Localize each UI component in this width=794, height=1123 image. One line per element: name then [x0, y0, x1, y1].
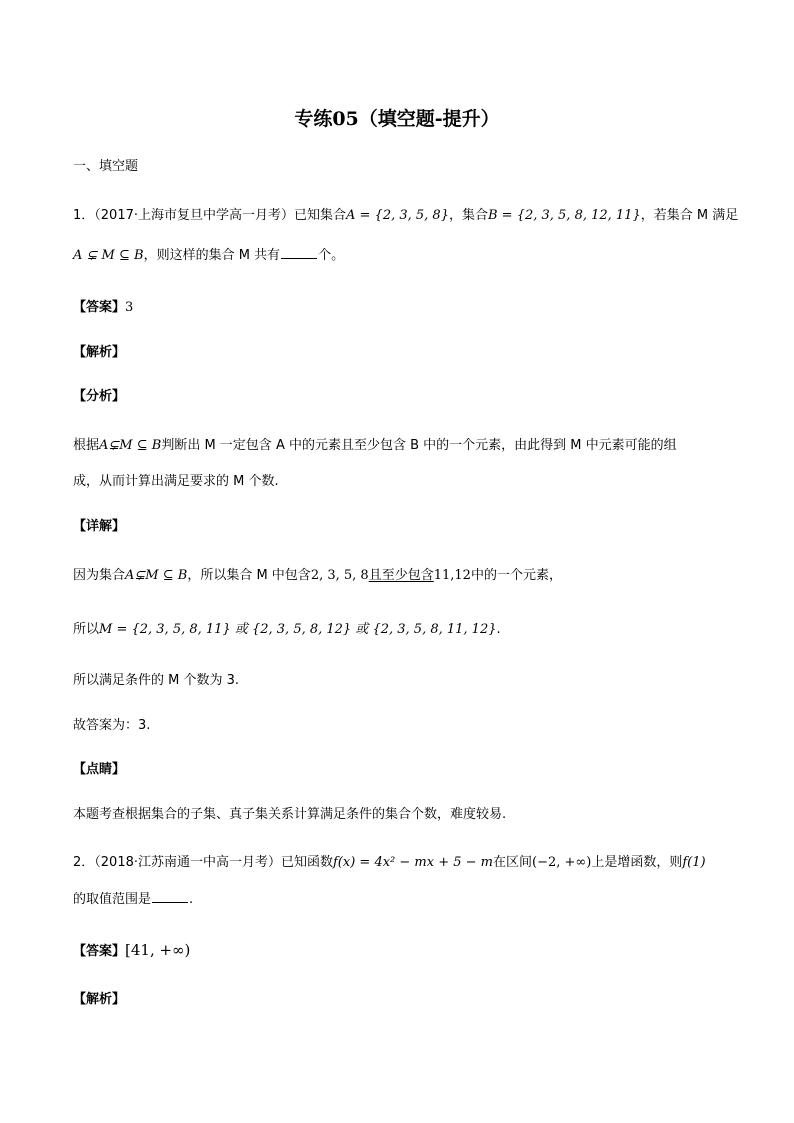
answer-value: 3 — [125, 300, 134, 315]
detail-text-a: 因为集合 — [73, 568, 126, 583]
q2-line1 — [73, 853, 706, 873]
q2-tail: 上是增函数，则 — [591, 855, 683, 870]
q2-jiexi-label: 【解析】 — [73, 992, 126, 1007]
q2-prefix: 2．（2018·江苏南通一中高一月考）已知函数 — [73, 855, 333, 870]
q2-line2-end: . — [189, 892, 194, 907]
detail-line4: 故答案为：3. — [73, 718, 151, 733]
q1-line1 — [73, 206, 738, 226]
detail-line1 — [73, 566, 562, 586]
fenxi-line1 — [73, 436, 677, 456]
q1-prefix: 1．（2017·上海市复旦中学高一月考）已知集合 — [73, 208, 346, 223]
q1-answer — [73, 298, 133, 318]
detail-set2: 11,12 — [433, 568, 471, 583]
q2-line2 — [73, 890, 193, 910]
q2-answer-label: 【答案】 — [73, 944, 126, 959]
q2-line2-text: 的取值范围是 — [73, 892, 152, 907]
fenxi-line2: 成，从而计算出满足要求的 M 个数. — [73, 474, 279, 489]
fenxi-text-b: 判断出 M 一定包含 A 中的元素且至少包含 B 中的一个元素，由此得到 M 中元素可能的组 — [161, 438, 677, 453]
fenxi-math: A⊊M ⊆ B — [99, 438, 162, 453]
section-heading: 一、填空题 — [73, 159, 139, 174]
answer-label: 【答案】 — [73, 300, 126, 315]
q2-f1: f(1) — [682, 855, 706, 870]
q1-set-b: B = {2, 3, 5, 8, 12, 11} — [487, 208, 641, 223]
q1-mid: ，集合 — [448, 208, 488, 223]
q2-answer-value: [41, +∞) — [125, 941, 191, 959]
q1-line2-end: 个。 — [318, 248, 345, 263]
xiangjie-label: 【详解】 — [73, 519, 126, 534]
detail2-end: . — [496, 622, 501, 637]
detail-line2 — [73, 620, 501, 640]
jiexi-label: 【解析】 — [73, 345, 126, 360]
q2-mid: 在区间 — [493, 855, 533, 870]
dianjing-label: 【点睛】 — [73, 762, 126, 777]
page-title: 专练05（填空题-提升） — [294, 108, 500, 130]
q2-answer-blank — [152, 890, 188, 903]
q2-answer — [73, 940, 190, 962]
detail-line3: 所以满足条件的 M 个数为 3. — [73, 673, 240, 688]
q2-interval: (−2, +∞) — [532, 855, 592, 870]
answer-blank — [281, 246, 317, 259]
detail2-math: M = {2, 3, 5, 8, 11} 或 {2, 3, 5, 8, 12} 或 {2, 3, 5, 8, 11, 12} — [99, 622, 497, 637]
q1-condition: A ⊊ M ⊆ B — [73, 248, 144, 263]
detail-text-d: 中的一个元素， — [470, 568, 562, 583]
detail-math: A⊊M ⊆ B — [125, 568, 188, 583]
q1-set-a: A = {2, 3, 5, 8} — [346, 208, 449, 223]
detail-text-b: ，所以集合 M 中包含 — [187, 568, 311, 583]
fenxi-label: 【分析】 — [73, 389, 126, 404]
q1-line2 — [73, 246, 344, 266]
q2-function: f(x) = 4x² − mx + 5 − m — [333, 855, 493, 870]
detail2-text: 所以 — [73, 622, 100, 637]
fenxi-text-a: 根据 — [73, 438, 100, 453]
q1-line2-text: ，则这样的集合 M 共有 — [143, 248, 281, 263]
detail-text-c: 且至少包含 — [368, 568, 434, 583]
q1-tail: ，若集合 M 满足 — [640, 208, 739, 223]
dianjing-text: 本题考查根据集合的子集、真子集关系计算满足条件的集合个数，难度较易. — [73, 807, 507, 822]
detail-set: 2, 3, 5, 8 — [310, 568, 369, 583]
